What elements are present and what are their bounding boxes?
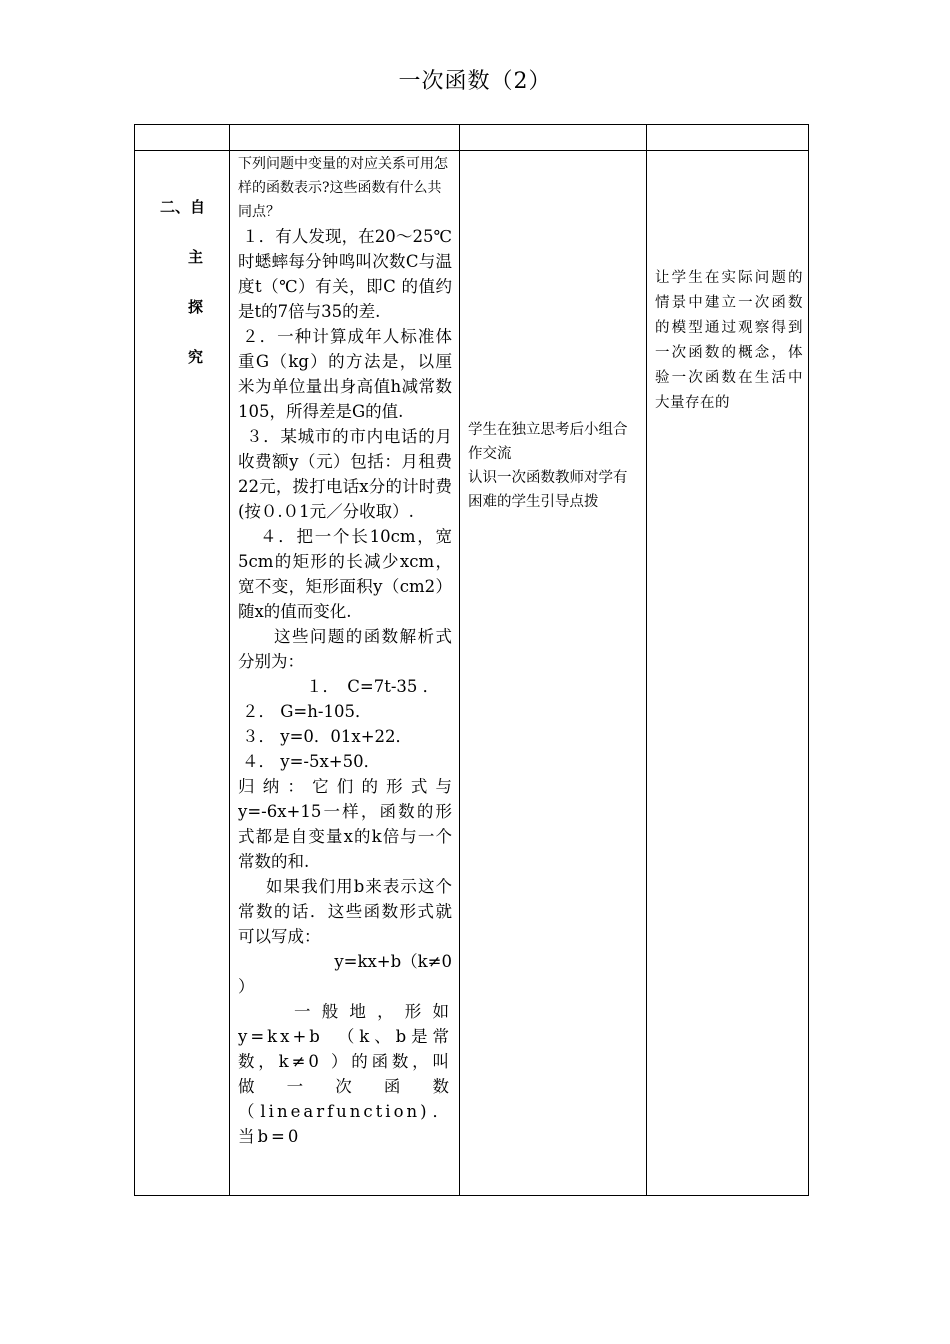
table-border-left bbox=[134, 124, 135, 1196]
expressions-intro: 这些问题的函数解析式分别为： bbox=[238, 627, 452, 671]
general-formula: y=kx+b（k≠0 bbox=[334, 952, 452, 971]
constant-b-note: 如果我们用b来表示这个常数的话．这些函数形式就可以写成： bbox=[238, 877, 452, 946]
table-border-right bbox=[808, 124, 809, 1196]
expression-4: ４． y=-5x+50． bbox=[242, 752, 381, 771]
table-border-bottom bbox=[134, 1195, 809, 1196]
activity-cell bbox=[468, 418, 640, 514]
activity-line-1: 学生在独立思考后小组合作交流 bbox=[468, 422, 628, 462]
expression-3: ３． y=0．01x+22． bbox=[242, 727, 413, 746]
linear-function-definition: 一般地，形如y=kx+b （k、b是常数，k≠0 ）的函数，叫做一次函数（linearfunction)．当b=0 bbox=[238, 1002, 452, 1146]
intro-question: 下列问题中变量的对应关系可用怎样的函数表示?这些函数有什么共同点？ bbox=[238, 156, 448, 220]
content-cell bbox=[238, 152, 452, 1195]
table-border-top bbox=[134, 124, 809, 125]
summary: 归纳：它们的形式与y=-6x+15一样，函数的形式都是自变量x的k倍与一个常数的和. bbox=[238, 777, 452, 871]
column-divider-1 bbox=[229, 124, 230, 1196]
column-divider-3 bbox=[646, 124, 647, 1196]
stage-label-line1: 二、自 bbox=[159, 198, 205, 216]
problem-1: １．有人发现，在20～25℃时蟋蟀每分钟鸣叫次数C与温度t（℃）有关，即C 的值约是t的7倍与35的差. bbox=[238, 227, 452, 321]
general-formula-close: ） bbox=[238, 977, 255, 996]
stage-label-line3: 探 bbox=[187, 298, 203, 316]
problem-3: ３．某城市的市内电话的月收费额y（元）包括：月租费22元，拨打电话x分的计时费(按０.０1元／分收取）. bbox=[238, 427, 452, 521]
problem-4: ４．把一个长10cm，宽5cm的矩形的长减少xcm，宽不变，矩形面积y（cm2）随x的值而变化. bbox=[238, 527, 452, 621]
page-title: 一次函数（2） bbox=[398, 69, 552, 94]
column-divider-2 bbox=[459, 124, 460, 1196]
stage-label-line2: 主 bbox=[187, 248, 203, 266]
problem-2: ２．一种计算成年人标准体重G（kg）的方法是，以厘米为单位量出身高值h减常数105，所得差是G的值. bbox=[238, 327, 452, 421]
expression-2: ２． G=h-105． bbox=[242, 702, 372, 721]
stage-cell bbox=[136, 152, 229, 1195]
design-intent-cell: 让学生在实际问题的情景中建立一次函数的模型通过观察得到一次函数的概念，体验一次函数在生活中大量存在的 bbox=[655, 270, 803, 411]
table-header-separator bbox=[134, 150, 809, 151]
activity-line-2: 认识一次函数教师对学有困难的学生引导点拨 bbox=[468, 470, 628, 510]
expression-1: １． C=7t-35 ． bbox=[306, 677, 440, 696]
stage-label-line4: 究 bbox=[187, 348, 203, 366]
